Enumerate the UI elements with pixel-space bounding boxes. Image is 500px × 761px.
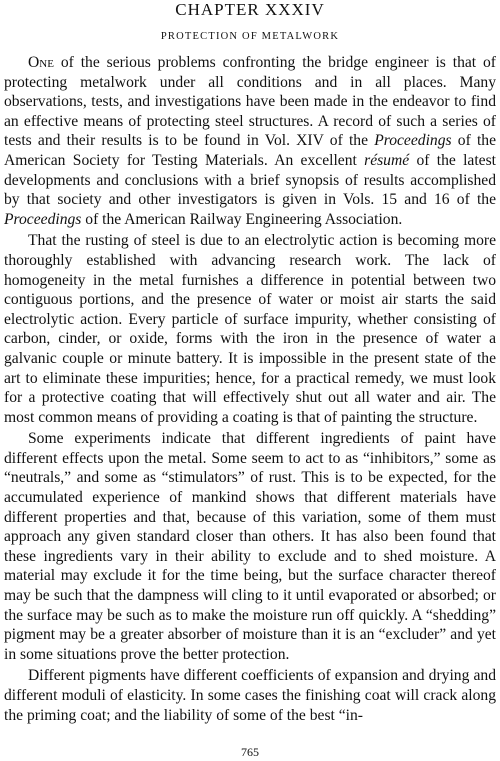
chapter-heading: CHAPTER XXXIV [175,0,325,16]
text-run: Some experiments indicate that different ingredients of paint have different effects upon the metal. Some seem to act to as “inhibitors,” some as “neutrals,” and some as “stimulators” of rust. This is to be expected, for the accumulated experience of mankind shows that different materials have different properties and that, because of this variation, some of them must approach any given standard closer than others. It has also been found that these ingredients vary in their ability to exclude and to shed moisture. A material may exclude it for the time being, but the surface character thereof may be such that the dampness will cling to it until evaporated or absorbed; or the surface may be such as to make the moisture run off quickly. A “shedding” pigment may be a greater absorber of moisture than it is an “excluder” and yet in some situations prove the better protection. [4,430,496,663]
page-number: 765 [241,745,259,759]
paragraph-lead-word: One [28,54,54,71]
italic-run: Proceedings [374,132,452,150]
italic-run: Proceedings [4,210,82,228]
paragraph [4,53,496,229]
text-run: of the serious problems confronting the bridge engineer is that of protecting metalwork under all conditions and in all places. Many observations, tests, and investigations have been made in the endeavor to find an effective means of protecting steel structures. A record of such a series of tests and their results is to be found in Vol. XIV of the [4,54,496,150]
text-run: Different pigments have different coefficients of expansion and drying and different moduli of elasticity. In some cases the finishing coat will crack along the priming coat; and the liability of some of the best “in- [4,667,496,724]
text-run: of the American Society for Testing Materials. An excellent [4,132,496,169]
text-run: That the rusting of steel is due to an electrolytic action is becoming more thoroughly established with advancing research work. The lack of homogeneity in the metal furnishes a difference in potential between two contiguous portions, and the presence of water or moist air starts the said electrolytic action. Every particle of surface impurity, whether consisting of carbon, cinder, or oxide, forms with the iron in the presence of water a galvanic couple or minute battery. It is impossible in the present state of the art to eliminate these impurities; hence, for a practical remedy, we must look for a protective coating that will effectively shut out all water and air. The most common means of providing a coating is that of painting the structure. [4,232,496,426]
paragraph [4,666,496,725]
body-text [4,53,496,725]
italic-run: résumé [364,151,410,169]
paragraph [4,429,496,664]
section-title: PROTECTION OF METALWORK [160,31,340,42]
text-run: of the latest developments and conclusions with a brief synopsis of results accomplished by that society and other investigators is given in Vols. 15 and 16 of the [4,151,496,209]
text-run: of the American Railway Engineering Association. [81,210,403,228]
paragraph [4,231,496,427]
